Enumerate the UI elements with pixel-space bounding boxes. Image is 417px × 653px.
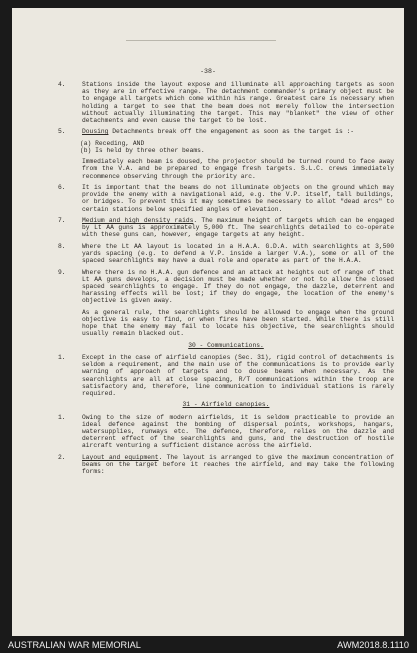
paragraph-text: As a general rule, the searchlights should be allowed to engage when the ground objective is easy to find, or when fires have been started. While there is still hope that the enemy may fail to locate his objective, the searchlights should usually remain blacked out. [82, 308, 394, 338]
top-rule [126, 40, 276, 41]
paragraph-number [58, 309, 82, 338]
paragraph-number: 9. [58, 268, 66, 276]
paragraph-text: Stations inside the layout expose and illuminate all approaching targets as soon as they are in effective range. The detachment commander's primary object must be to engage all targets which come within his range. Greatest care is necessary when holding a target to see that the beam does not merely follow the intersection without actually illuminating the target. This may "blanket" the view of other detachments and even cause the target to be lost. [82, 81, 394, 125]
paragraph-number: 7. [58, 217, 66, 224]
paragraph-8 [58, 243, 394, 265]
paragraph-text: Owing to the size of modern airfields, it is seldom practicable to provide an ideal defence against the bombing of dispersal points, workshops, hangars, watersupplies, runways etc. The defence, therefore, relies on the dazzle and deterrent effect of the searchlights and guns, and the destruction of hostile aircraft venturing a sufficient distance across the airfield. [82, 413, 394, 450]
page-number: -38- [200, 68, 216, 75]
paragraph-7 [58, 217, 394, 239]
archive-footer [0, 636, 417, 653]
document-page [12, 8, 404, 636]
paragraph-number: 5. [58, 128, 66, 136]
paragraph-5 [58, 128, 394, 135]
paragraph-9 [58, 269, 394, 305]
list-item: (a) Receding, AND [80, 139, 145, 147]
paragraph-text: Detachments break off the engagement as soon as the target is :- [108, 128, 355, 136]
paragraph-number: 4. [58, 81, 66, 88]
paragraph-text: Except in the case of airfield canopies (Sec. 31), rigid control of detachments is seldom a requirement, and the main use of the communications is to provide early warning of approach of targets and to douse beams when necessary. As the searchlights are all at close spacing, R/T communications within the troop are satisfactory and, therefore, line communication to individual stations is rarely required. [82, 354, 394, 398]
paragraph-text: It is important that the beams do not illuminate objects on the ground which may provide the enemy with a navigational aid, e.g. the V.P. itself, tall buildings, or bridges. To prevent this it may sometimes be necessary to allot "dead arcs" to certain stations below specified angles of elevation. [82, 184, 394, 213]
section-heading-airfield-canopies: 31 - Airfield canopies. [182, 401, 270, 409]
airfield-paragraph-1 [58, 414, 394, 450]
paragraph-number: 8. [58, 242, 66, 250]
document-body [58, 81, 394, 480]
dousing-conditions-list [58, 140, 394, 154]
section-heading-communications: 30 - Communications. [188, 341, 264, 349]
paragraph-number: 6. [58, 184, 66, 191]
paragraph-4 [58, 81, 394, 124]
paragraph-text: . The layout is arranged to give the maximum concentration of beams on the target before it reaches the airfield, and may take the following forms: [82, 453, 394, 476]
paragraph-number [58, 158, 82, 180]
paragraph-6 [58, 184, 394, 213]
footer-institution: AUSTRALIAN WAR MEMORIAL [8, 639, 141, 650]
paragraph-5-continued [58, 158, 394, 180]
paragraph-number: 1. [58, 413, 66, 421]
list-item: (b) Is held by three other beams. [80, 147, 205, 154]
paragraph-number: 2. [58, 453, 66, 461]
paragraph-text: Immediately each beam is doused, the projector should be turned round to face away from the V.A. and be prepared to engage fresh targets. S.L.C. crews immediately recommence observing through the priority arc. [82, 158, 394, 180]
paragraph-number: 1. [58, 354, 66, 361]
paragraph-heading: Medium and high density raids [82, 217, 194, 224]
paragraph-9-continued [58, 309, 394, 338]
paragraph-text: Where there is no H.A.A. gun defence and an attack at heights out of range of that Lt AA guns develops, a decision must be made whether or not to allow the closed spaced searchlights to engage. If they do not engage, the dazzle, deterrent and harassing effects will be lost; if they do engage, the location of the enemy's objective is given away. [82, 268, 394, 305]
paragraph-text: . The maximum height of targets which can be engaged by Lt AA guns is approximately 5,000 ft. The searchlights detailed to co-operate with these guns can, however, engage targets at any height. [82, 217, 394, 239]
communications-paragraph-1 [58, 354, 394, 397]
paragraph-heading: Dousing [82, 128, 109, 136]
paragraph-text: Where the Lt AA layout is located in a H.A.A. G.D.A. with searchlights at 3,500 yards spacing (e.g. to defend a V.P. inside a larger V.A.), some or all of the spaced searchlights may have a dual role and operate as part of the H.A.A. [82, 242, 394, 265]
footer-catalogue-id: AWM2018.8.1110 [337, 639, 409, 650]
airfield-paragraph-2 [58, 454, 394, 476]
paragraph-heading: Layout and equipment [82, 453, 159, 461]
